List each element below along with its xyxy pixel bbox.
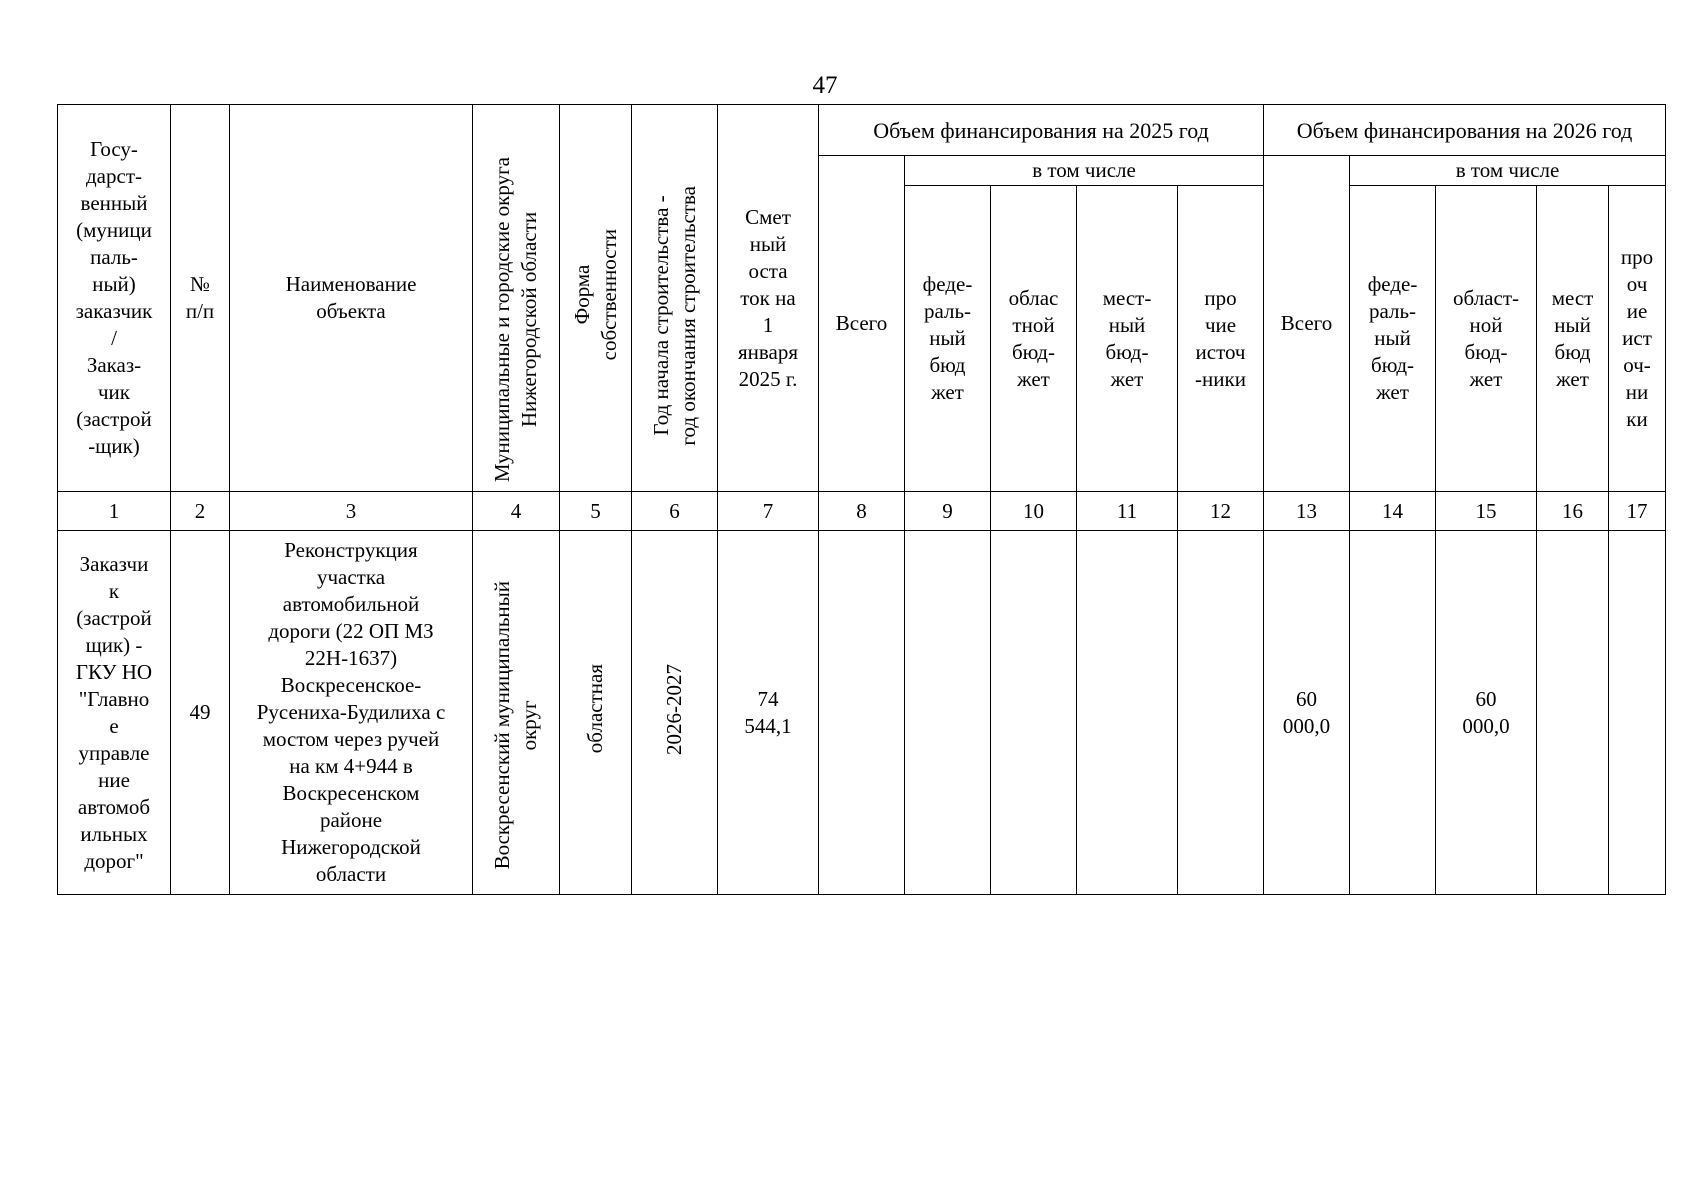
- regional-2026-cell: 60 000,0: [1436, 531, 1537, 895]
- column-number: 7: [718, 492, 819, 531]
- local-2025-cell: [1077, 531, 1178, 895]
- page-number: 47: [812, 72, 838, 99]
- header-ownership-label: Форма собственности: [569, 228, 621, 361]
- column-number: 11: [1077, 492, 1178, 531]
- district-label: Воскресенский муниципальный округ: [490, 580, 541, 869]
- header-local-2026: мест ный бюд жет: [1537, 186, 1609, 492]
- header-district-label: Муниципальные и городские округа Нижегородской области: [490, 156, 541, 482]
- column-number: 15: [1436, 492, 1537, 531]
- years-label: 2026-2027: [662, 663, 686, 755]
- column-number: 14: [1350, 492, 1436, 531]
- ownership-label: областная: [583, 664, 607, 754]
- customer-cell: Заказчи к (застрой щик) - ГКУ НО "Главно е управле ние автомоб ильных дорог": [58, 531, 171, 895]
- header-district: [473, 105, 560, 492]
- header-object-name: Наименование объекта: [230, 105, 473, 492]
- header-including-2025: в том числе: [905, 156, 1264, 186]
- header-years: [632, 105, 718, 492]
- header-ownership: [560, 105, 632, 492]
- financing-table: [57, 104, 1666, 895]
- column-number: 2: [171, 492, 230, 531]
- local-2026-cell: [1537, 531, 1609, 895]
- header-regional-2026: област- ной бюд- жет: [1436, 186, 1537, 492]
- federal-2026-cell: [1350, 531, 1436, 895]
- column-number: 4: [473, 492, 560, 531]
- header-total-2025: Всего: [819, 156, 905, 492]
- object-name-cell: Реконструкция участка автомобильной дороги (22 ОП МЗ 22Н-1637) Воскресенское- Русениха-Будилиха с мостом через ручей на км 4+944 в Воскресенском районе Нижегородской области: [230, 531, 473, 895]
- column-number: 13: [1264, 492, 1350, 531]
- header-years-label: Год начала строительства - год окончания строительства: [648, 186, 700, 446]
- row-number-cell: 49: [171, 531, 230, 895]
- column-number: 12: [1178, 492, 1264, 531]
- header-other-2026: про оч ие ист оч- ни ки: [1609, 186, 1666, 492]
- column-number: 9: [905, 492, 991, 531]
- header-customer: Госу- дарст- венный (муници паль- ный) заказчик / Заказ- чик (застрой -щик): [58, 105, 171, 492]
- column-number: 3: [230, 492, 473, 531]
- column-number: 16: [1537, 492, 1609, 531]
- balance-cell: 74 544,1: [718, 531, 819, 895]
- regional-2025-cell: [991, 531, 1077, 895]
- header-federal-2026: феде- раль- ный бюд- жет: [1350, 186, 1436, 492]
- column-number: 10: [991, 492, 1077, 531]
- header-federal-2025: феде- раль- ный бюд жет: [905, 186, 991, 492]
- header-total-2026: Всего: [1264, 156, 1350, 492]
- column-number: 1: [58, 492, 171, 531]
- header-local-2025: мест- ный бюд- жет: [1077, 186, 1178, 492]
- other-2025-cell: [1178, 531, 1264, 895]
- column-number: 5: [560, 492, 632, 531]
- header-balance: Смет ный оста ток на 1 января 2025 г.: [718, 105, 819, 492]
- other-2026-cell: [1609, 531, 1666, 895]
- total-2026-cell: 60 000,0: [1264, 531, 1350, 895]
- column-number: 17: [1609, 492, 1666, 531]
- table-row: [58, 531, 1666, 895]
- column-number: 6: [632, 492, 718, 531]
- header-including-2026: в том числе: [1350, 156, 1666, 186]
- ownership-cell: [560, 531, 632, 895]
- district-cell: [473, 531, 560, 895]
- column-number: 8: [819, 492, 905, 531]
- header-other-2025: про чие источ -ники: [1178, 186, 1264, 492]
- years-cell: [632, 531, 718, 895]
- total-2025-cell: [819, 531, 905, 895]
- federal-2025-cell: [905, 531, 991, 895]
- header-group-2026: Объем финансирования на 2026 год: [1264, 105, 1666, 156]
- header-group-2025: Объем финансирования на 2025 год: [819, 105, 1264, 156]
- column-number-row: [58, 492, 1666, 531]
- header-regional-2025: облас тной бюд- жет: [991, 186, 1077, 492]
- header-number: № п/п: [171, 105, 230, 492]
